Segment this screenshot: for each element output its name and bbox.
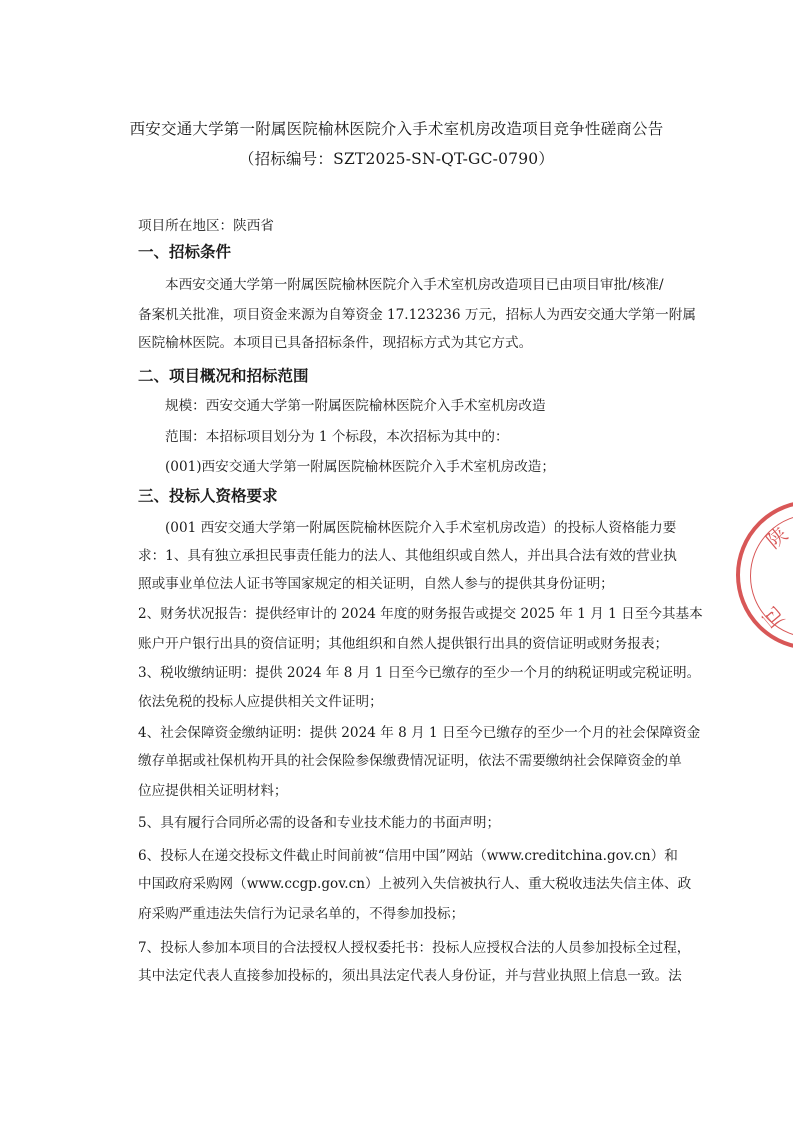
- paragraph-line: (001 西安交通大学第一附属医院榆林医院介入手术室机房改造）的投标人资格能力要: [165, 520, 677, 536]
- section-1-heading: 一、招标条件: [138, 243, 232, 261]
- paragraph-line: 3、税收缴纳证明：提供 2024 年 8 月 1 日至今已缴存的至少一个月的纳税证明或完税证明。: [138, 665, 701, 681]
- paragraph-line: 4、社会保障资金缴纳证明：提供 2024 年 8 月 1 日至今已缴存的至少一个月的社会保障资金: [138, 725, 701, 741]
- project-region: 项目所在地区：陕西省: [138, 218, 274, 234]
- paragraph-line: 其中法定代表人直接参加投标的，须出具法定代表人身份证，并与营业执照上信息一致。法: [138, 968, 682, 984]
- paragraph-line: 位应提供相关证明材料；: [138, 783, 288, 799]
- project-scale: 规模：西安交通大学第一附属医院榆林医院介入手术室机房改造: [165, 398, 546, 414]
- paragraph-line: 本西安交通大学第一附属医院榆林医院介入手术室机房改造项目已由项目审批/核准/: [165, 277, 664, 293]
- paragraph-line: 2、财务状况报告：提供经审计的 2024 年度的财务报告或提交 2025 年 1 月 1 日至今其基本: [138, 606, 703, 622]
- paragraph-line: 7、投标人参加本项目的合法授权人授权委托书：投标人应授权合法的人员参加投标全过程，: [138, 940, 691, 956]
- paragraph-line: 5、具有履行合同所必需的设备和专业技术能力的书面声明；: [138, 815, 501, 831]
- seal-char: 陕: [761, 522, 793, 554]
- paragraph-line: 账户开户银行出具的资信证明；其他组织和自然人提供银行出具的资信证明或财务报表；: [138, 636, 669, 652]
- seal-char: 厄: [757, 602, 789, 633]
- paragraph-line: 医院榆林医院。本项目已具备招标条件，现招标方式为其它方式。: [138, 335, 533, 351]
- paragraph-line: 依法免税的投标人应提供相关文件证明；: [138, 694, 383, 710]
- paragraph-line: 缴存单据或社保机构开具的社会保险参保缴费情况证明，依法不需要缴纳社会保障资金的单: [138, 753, 682, 769]
- paragraph-line: 求：1、具有独立承担民事责任能力的法人、其他组织或自然人，并出具合法有效的营业执: [138, 548, 677, 564]
- paragraph-line: 照或事业单位法人证书等国家规定的相关证明，自然人参与的提供其身份证明；: [138, 576, 614, 592]
- paragraph-line: 备案机关批准，项目资金来源为自筹资金 17.123236 万元，招标人为西安交通大学第一附属: [138, 307, 696, 323]
- document-title: 西安交通大学第一附属医院榆林医院介入手术室机房改造项目竞争性磋商公告: [129, 120, 664, 138]
- paragraph-line: 府采购严重违法失信行为记录名单的，不得参加投标；: [138, 906, 465, 922]
- section-3-heading: 三、投标人资格要求: [138, 487, 278, 505]
- project-lot: (001)西安交通大学第一附属医院榆林医院介入手术室机房改造；: [165, 459, 555, 475]
- tender-number: （招标编号：SZT2025-SN-QT-GC-0790）: [238, 150, 555, 168]
- paragraph-line: 中国政府采购网（www.ccgp.gov.cn）上被列入失信被执行人、重大税收违法失信主体、政: [138, 876, 692, 892]
- paragraph-line: 6、投标人在递交投标文件截止时间前被“信用中国”网站（www.creditchina.gov.cn）和: [138, 848, 678, 864]
- project-scope: 范围：本招标项目划分为 1 个标段，本次招标为其中的：: [165, 429, 509, 445]
- section-2-heading: 二、项目概况和招标范围: [138, 367, 309, 385]
- official-seal: [736, 500, 793, 650]
